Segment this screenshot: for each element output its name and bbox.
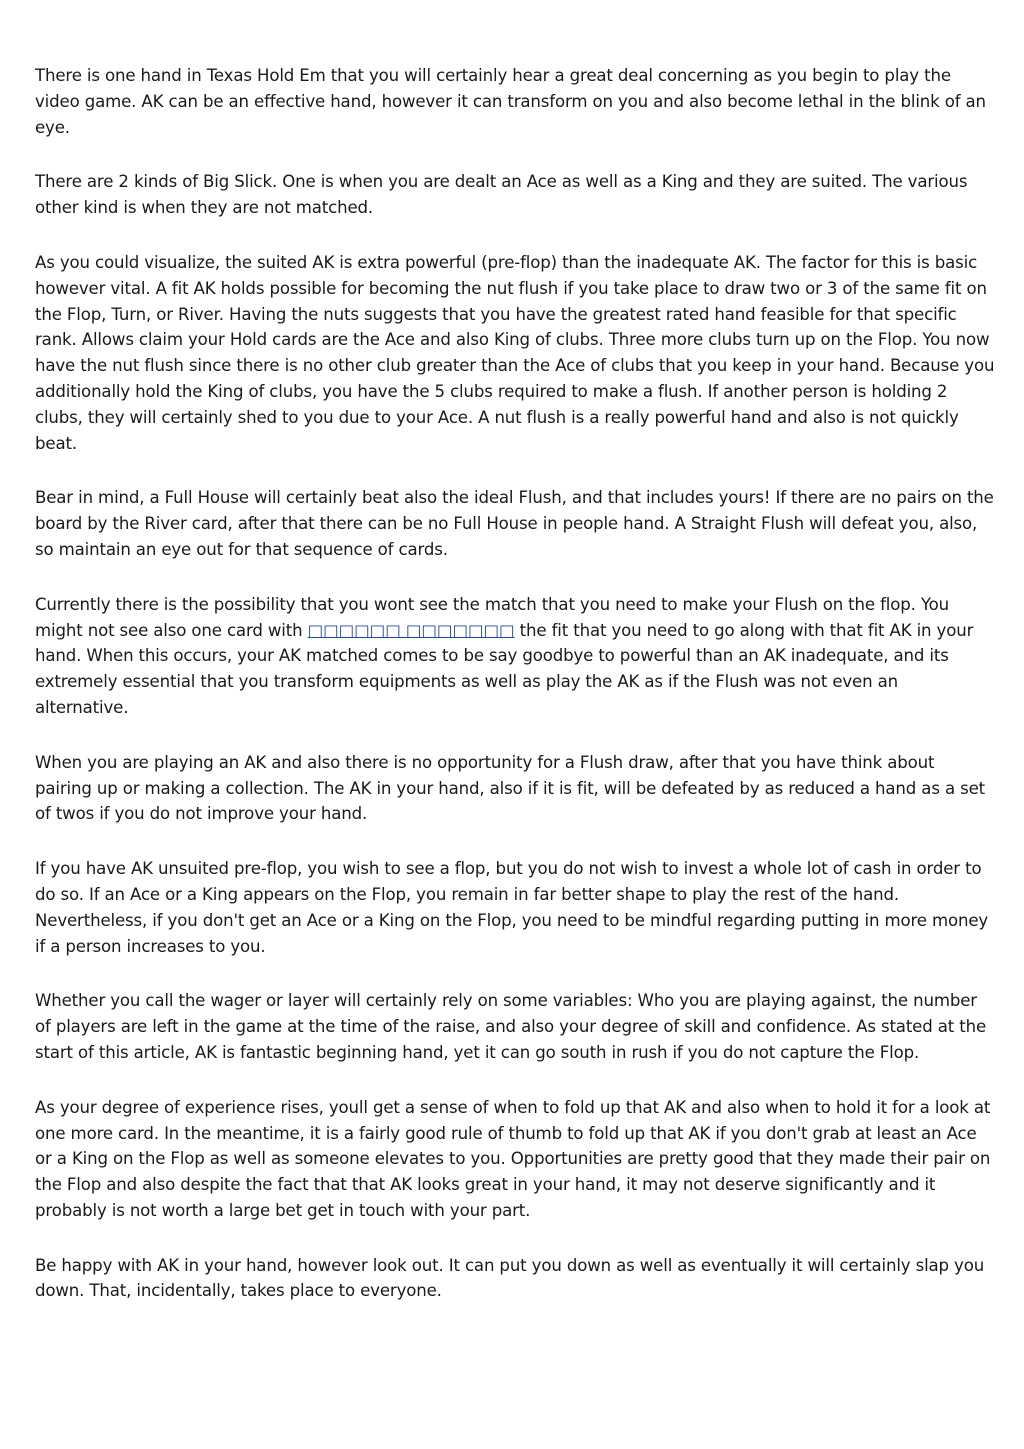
paragraph-link-before: Currently there is the possibility that you wont see the match that you need to make your Flush on the flop. You might not see also one card with (35, 594, 950, 640)
paragraph-full-house: Bear in mind, a Full House will certainly beat also the ideal Flush, and that includes yours! If there are no pairs on the board by the River card, after that there can be no Full House in people hand. A Straight Flush will defeat you, also, so maintain an eye out for that sequence of cards. (35, 488, 994, 559)
paragraph-with-link (35, 592, 995, 721)
paragraph-intro: There is one hand in Texas Hold Em that you will certainly hear a great deal concerning as you begin to play the video game. AK can be an effective hand, however it can transform on you and also become lethal in the blink of an eye. (35, 66, 986, 137)
paragraph-unsuited: If you have AK unsuited pre-flop, you wish to see a flop, but you do not wish to invest a whole lot of cash in order to do so. If an Ace or a King appears on the Flop, you remain in far better shape to play the rest of the hand. Nevertheless, if you don't get an Ace or a King on the Flop, you need to be mindful regarding putting in more money if a person increases to you. (35, 859, 989, 956)
paragraph-wager: Whether you call the wager or layer will certainly rely on some variables: Who you are playing against, the number of players are left in the game at the time of the raise, and also your degree of skill and confidence. As stated at the start of this article, AK is fantastic beginning hand, yet it can go south in rush if you do not capture the Flop. (35, 991, 987, 1062)
paragraph-kinds: There are 2 kinds of Big Slick. One is when you are dealt an Ace as well as a King and they are suited. The various other kind is when they are not matched. (35, 172, 968, 218)
inline-link[interactable]: □□□□□□ □□□□□□□ (307, 620, 515, 640)
paragraph-link-after: the fit that you need to go along with that fit AK in your hand. When this occurs, your AK matched comes to be say goodbye to powerful than an AK inadequate, and its extremely essential that you transform equipments as well as play the AK as if the Flush was not even an alternative. (35, 620, 974, 717)
paragraph-no-flush: When you are playing an AK and also there is no opportunity for a Flush draw, after that you have think about pairing up or making a collection. The AK in your hand, also if it is fit, will be defeated by as reduced a hand as a set of twos if you do not improve your hand. (35, 752, 986, 824)
paragraph-suited-ak: As you could visualize, the suited AK is extra powerful (pre-flop) than the inadequate AK. The factor for this is basic however vital. A fit AK holds possible for becoming the nut flush if you take place to draw two or 3 of the same fit on the Flop, Turn, or River. Having the nuts suggests that you have the greatest rated hand feasible for that specific rank. Allows claim your Hold cards are the Ace and also King of clubs. Three more clubs turn up on the Flop. You now have the nut flush since there is no other club greater than the Ace of clubs that you keep in your hand. Because you additionally hold the King of clubs, you have the 5 clubs required to make a flush. If another person is holding 2 clubs, they will certainly shed to you due to your Ace. A nut flush is a really powerful hand and also is not quickly beat. (35, 252, 995, 453)
paragraph-closing: Be happy with AK in your hand, however look out. It can put you down as well as eventually it will certainly slap you down. That, incidentally, takes place to everyone. (35, 1255, 985, 1301)
paragraph-experience: As your degree of experience rises, youll get a sense of when to fold up that AK and also when to hold it for a look at one more card. In the meantime, it is a fairly good rule of thumb to fold up that AK if you don't grab at least an Ace or a King on the Flop as well as someone elevates to you. Opportunities are pretty good that they made their pair on the Flop and also despite the fact that that AK looks great in your hand, it may not deserve significantly and it probably is not worth a large bet get in touch with your part. (35, 1097, 991, 1220)
document-body (35, 63, 995, 1333)
